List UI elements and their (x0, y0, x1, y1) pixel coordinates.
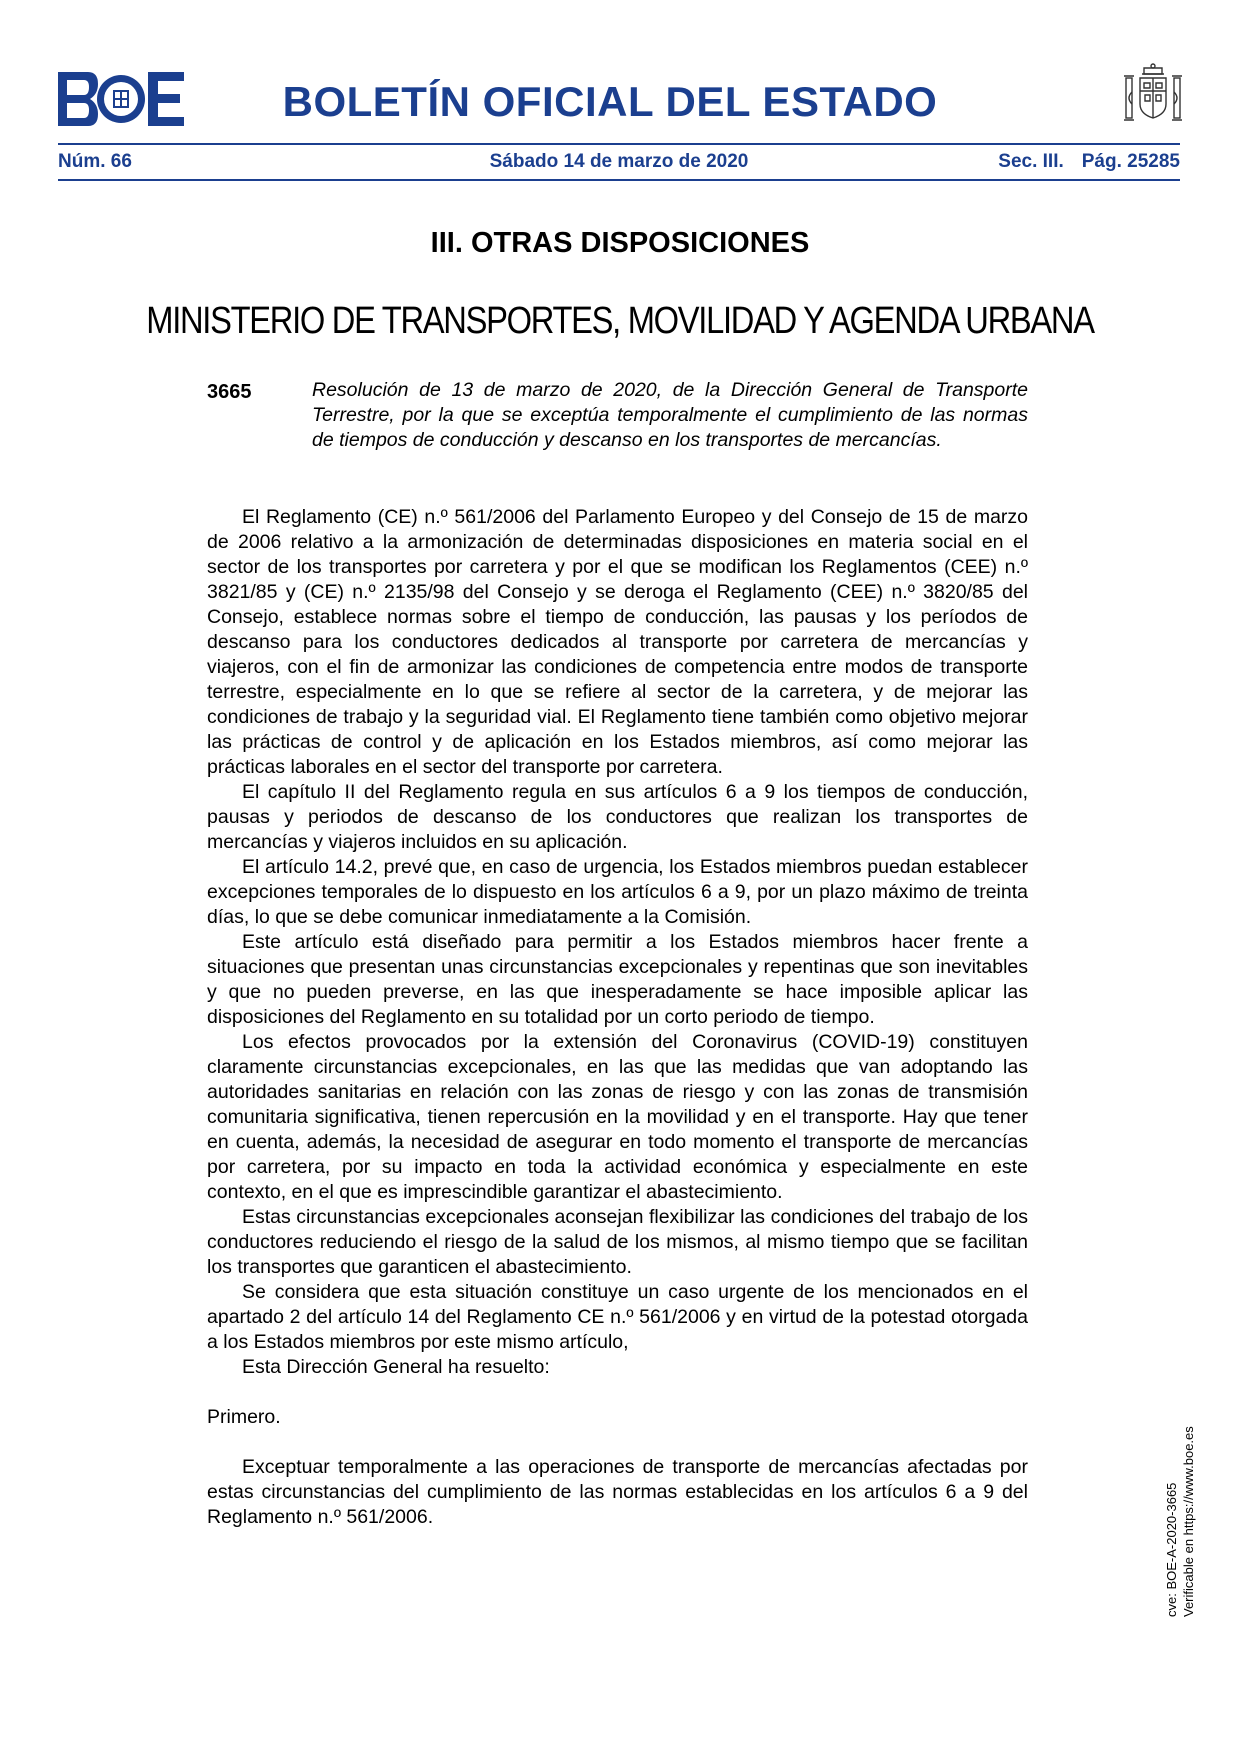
issue-metadata-bar (58, 151, 1180, 175)
cve-code: cve: BOE-A-2020-3665 (1164, 1482, 1179, 1617)
verification-link[interactable]: Verificable en https://www.boe.es (1181, 1426, 1196, 1617)
disposition-number: 3665 (207, 381, 252, 403)
section-page-ref (998, 151, 1180, 173)
body-paragraph: Estas circunstancias excepcionales aconsejan flexibilizar las condiciones del trabajo de los conductores reduciendo el riesgo de la salud de los mismos, al mismo tiempo que se facilitan los transportes que garanticen el abastecimiento. (207, 1206, 1028, 1278)
boe-logo (58, 72, 184, 126)
masthead-title: BOLETÍN OFICIAL DEL ESTADO (282, 78, 938, 125)
subheading-primero: Primero. (207, 1406, 281, 1428)
section-ref: Sec. III. (998, 151, 1064, 172)
coat-of-arms-icon (1118, 62, 1188, 132)
header-rule-top (58, 143, 1180, 145)
body-paragraph: El artículo 14.2, prevé que, en caso de urgencia, los Estados miembros puedan establecer excepciones temporales de lo dispuesto en los artículos 6 a 9, por un plazo máximo de treinta días, lo que se debe comunicar inmediatamente a la Comisión. (207, 856, 1028, 928)
header-rule-bottom (58, 179, 1180, 181)
document-body (207, 505, 1028, 1530)
body-paragraph: Los efectos provocados por la extensión del Coronavirus (COVID-19) constituyen claramente circunstancias excepcionales, en las que las medidas que van adoptando las autoridades sanitarias en relación con las zonas de riesgo y con las zonas de transmisión comunitaria significativa, tienen repercusión en la movilidad y en el transporte. Hay que tener en cuenta, además, la necesidad de asegurar en todo momento el transporte de mercancías por carretera, por su impacto en toda la actividad económica y especialmente en este contexto, en el que es imprescindible garantizar el abastecimiento. (207, 1031, 1028, 1203)
resolution-paragraph: Exceptuar temporalmente a las operaciones de transporte de mercancías afectadas por estas circunstancias del cumplimiento de las normas establecidas en los artículos 6 a 9 del Reglamento n.º 561/2006. (207, 1456, 1028, 1528)
ministry-heading: MINISTERIO DE TRANSPORTES, MOVILIDAD Y AGENDA URBANA (146, 300, 1094, 342)
section-heading: III. OTRAS DISPOSICIONES (430, 227, 810, 259)
issue-date: Sábado 14 de marzo de 2020 (489, 151, 749, 172)
page-number: Pág. 25285 (1081, 151, 1180, 172)
issue-number: Núm. 66 (58, 151, 132, 172)
body-paragraph: Este artículo está diseñado para permitir a los Estados miembros hacer frente a situaciones que presentan unas circunstancias excepcionales y repentinas que son inevitables y que no pueden preverse, en las que inesperadamente se hace imposible aplicar las disposiciones del Reglamento en su totalidad por un corto periodo de tiempo. (207, 931, 1028, 1028)
body-paragraph: El capítulo II del Reglamento regula en sus artículos 6 a 9 los tiempos de conducción, pausas y periodos de descanso de los conductores que realizan los transportes de mercancías y viajeros incluidos en su aplicación. (207, 781, 1028, 853)
body-paragraph: El Reglamento (CE) n.º 561/2006 del Parlamento Europeo y del Consejo de 15 de marzo de 2006 relativo a la armonización de determinadas disposiciones en materia social en el sector de los transportes por carretera y por el que se modifican los Reglamentos (CEE) n.º 3821/85 y (CE) n.º 2135/98 del Consejo y se deroga el Reglamento (CEE) n.º 3820/85 del Consejo, establece normas sobre el tiempo de conducción, las pausas y los períodos de descanso para los conductores dedicados al transporte por carretera de mercancías y viajeros, con el fin de armonizar las condiciones de competencia entre modos de transporte terrestre, especialmente en lo que se refiere al sector de la carretera, y de mejorar las condiciones de trabajo y la seguridad vial. El Reglamento tiene también como objetivo mejorar las prácticas de control y de aplicación en los Estados miembros, así como mejorar las prácticas laborales en el sector del transporte por carretera. (207, 506, 1028, 778)
body-paragraph: Se considera que esta situación constituye un caso urgente de los mencionados en el apartado 2 del artículo 14 del Reglamento CE n.º 561/2006 y en virtud de la potestad otorgada a los Estados miembros por este mismo artículo, (207, 1281, 1028, 1353)
body-paragraph: Esta Dirección General ha resuelto: (242, 1356, 550, 1378)
disposition-title: Resolución de 13 de marzo de 2020, de la Dirección General de Transporte Terrestre, por la que se exceptúa temporalmente el cumplimiento de las normas de tiempos de conducción y descanso en los transportes de mercancías. (312, 379, 1028, 451)
verification-footer (1163, 1377, 1199, 1617)
